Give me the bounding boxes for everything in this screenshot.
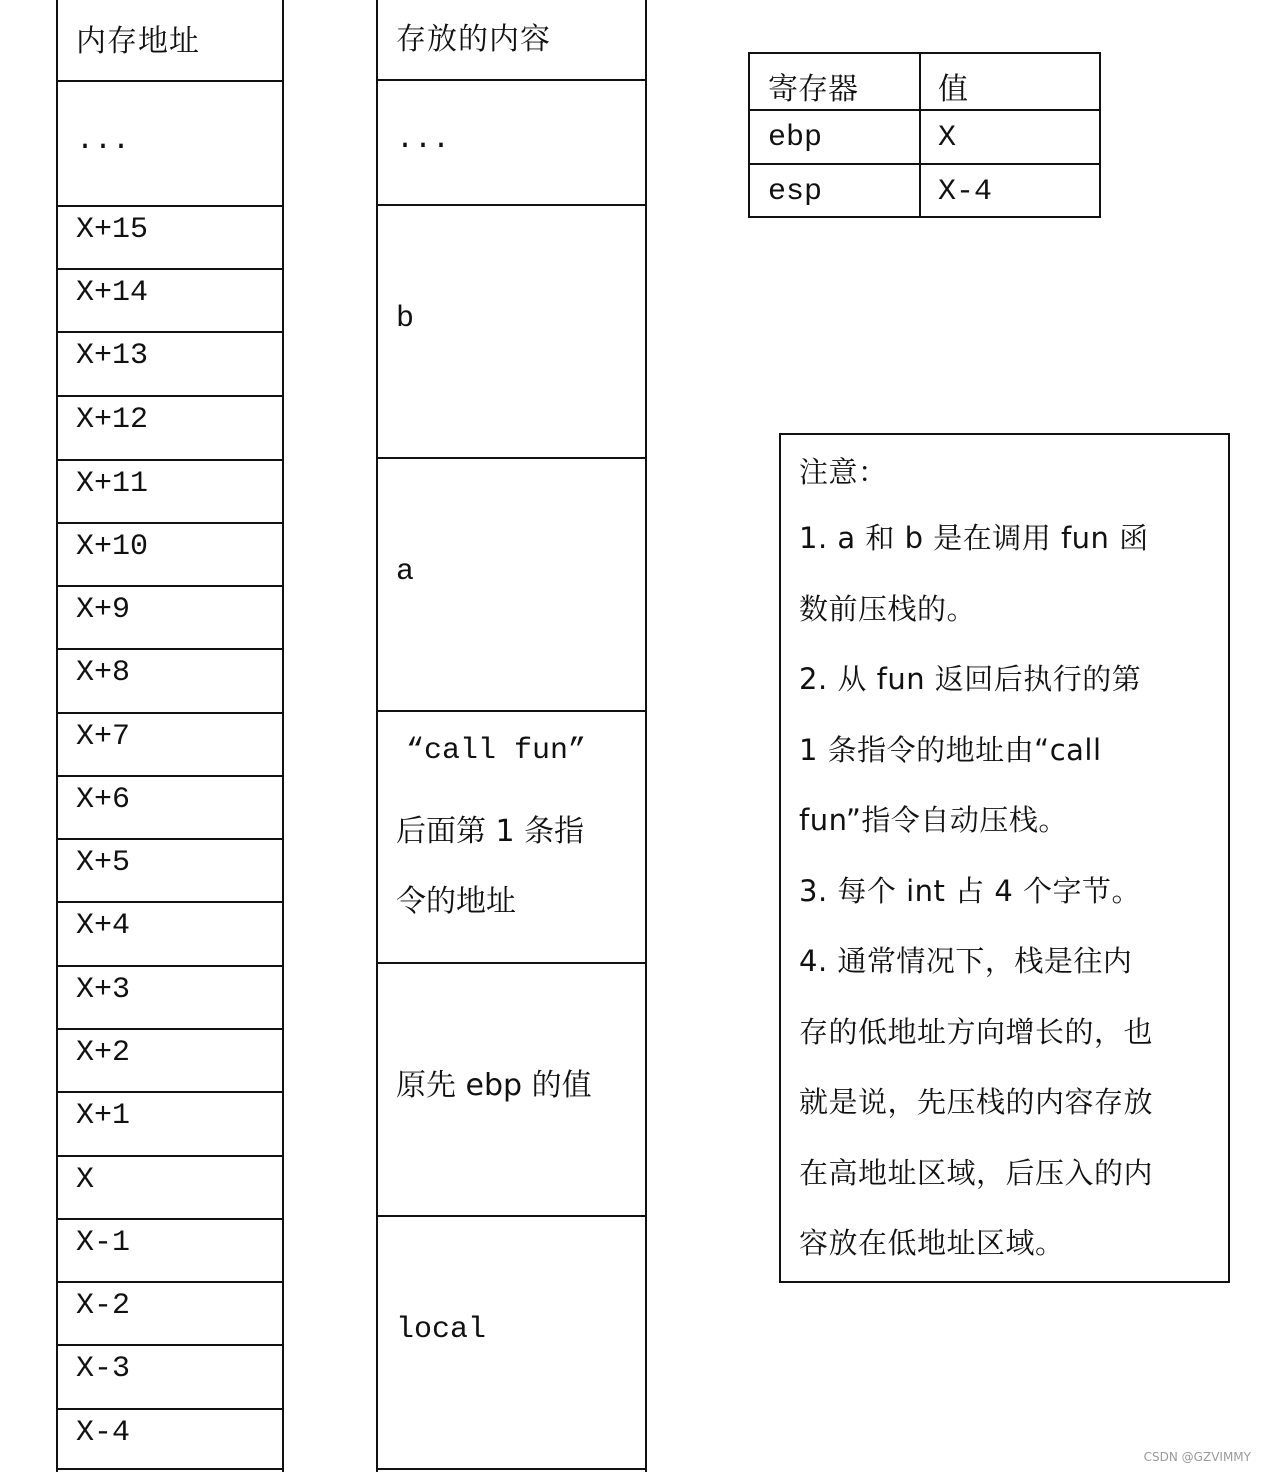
address-label: X+4 — [76, 909, 131, 943]
address-label: X+12 — [76, 403, 149, 437]
address-cell — [58, 650, 282, 714]
address-cell — [58, 461, 282, 524]
address-label: X+13 — [76, 339, 149, 373]
content-column — [376, 0, 647, 1472]
register-header: 寄存器 — [768, 72, 858, 107]
address-header-cell — [58, 0, 282, 82]
address-cell — [58, 587, 282, 650]
register-row — [750, 165, 1099, 217]
address-cell — [58, 207, 282, 270]
address-label: X+7 — [76, 720, 131, 754]
address-label: X+3 — [76, 973, 131, 1007]
notes-line: 在高地址区域，后压入的内 — [799, 1155, 1154, 1190]
address-cell — [58, 397, 282, 461]
address-header: 内存地址 — [76, 24, 200, 59]
address-cell — [58, 1093, 282, 1157]
content-cell-old-ebp — [378, 964, 645, 1217]
address-cell — [58, 1030, 282, 1093]
address-cell — [58, 1220, 282, 1283]
address-cell — [58, 1283, 282, 1346]
watermark: CSDN @GZVIMMY — [1143, 1450, 1251, 1464]
content-text: 令的地址 — [396, 884, 516, 919]
address-cell — [58, 333, 282, 397]
content-text: 后面第 1 条指 — [396, 814, 585, 849]
content-text: b — [396, 302, 415, 336]
address-label: X+10 — [76, 530, 149, 564]
content-text: local — [396, 1313, 487, 1347]
address-column — [56, 0, 284, 1472]
content-text: “call fun” — [406, 734, 587, 768]
register-row — [750, 111, 1099, 163]
address-cell — [58, 524, 282, 587]
address-label: X+15 — [76, 213, 149, 247]
content-header: 存放的内容 — [396, 22, 551, 57]
register-value: X-4 — [938, 175, 993, 209]
notes-line: 就是说，先压栈的内容存放 — [799, 1085, 1154, 1119]
address-label: X — [76, 1163, 95, 1197]
address-label: X+9 — [76, 593, 131, 627]
address-label: X-3 — [76, 1352, 131, 1386]
notes-line: 1 条指令的地址由“call — [799, 732, 1102, 767]
register-table — [748, 52, 1101, 218]
notes-line: 容放在低地址区域。 — [799, 1226, 1065, 1260]
address-cell — [58, 840, 282, 903]
notes-title: 注意： — [799, 455, 888, 489]
notes-line: fun”指令自动压栈。 — [799, 803, 1068, 837]
address-cell — [58, 903, 282, 967]
content-cell — [378, 81, 645, 206]
address-cell — [58, 1157, 282, 1220]
notes-line: 3. 每个 int 占 4 个字节。 — [799, 873, 1142, 908]
address-cell — [58, 1410, 282, 1470]
address-label: X-4 — [76, 1416, 131, 1450]
address-label: X+2 — [76, 1036, 131, 1070]
content-header-cell — [378, 0, 645, 81]
notes-line: 4. 通常情况下，栈是往内 — [799, 944, 1133, 978]
address-label: X+14 — [76, 276, 149, 310]
notes-line: 2. 从 fun 返回后执行的第 — [799, 662, 1142, 696]
value-header: 值 — [938, 72, 968, 107]
content-cell-b — [378, 206, 645, 459]
content-text: ... — [396, 123, 451, 157]
notes-line: 1. a 和 b 是在调用 fun 函 — [799, 521, 1149, 555]
address-cell — [58, 270, 282, 333]
address-cell — [58, 82, 282, 207]
register-table-header — [750, 54, 1099, 109]
address-label: X+5 — [76, 846, 131, 880]
address-label: X+1 — [76, 1099, 131, 1133]
address-cell — [58, 777, 282, 840]
register-name: esp — [768, 175, 823, 209]
address-cell — [58, 967, 282, 1030]
register-value: X — [938, 121, 957, 155]
notes-box — [779, 433, 1230, 1283]
address-label: X+8 — [76, 656, 131, 690]
address-label: X-2 — [76, 1289, 131, 1323]
content-text: a — [396, 555, 415, 589]
address-label: X+6 — [76, 783, 131, 817]
content-cell-return-address — [378, 712, 645, 964]
register-name: ebp — [768, 121, 823, 155]
notes-line: 数前压栈的。 — [799, 591, 977, 626]
address-cell — [58, 1346, 282, 1410]
address-label: ... — [76, 124, 131, 158]
notes-line: 存的低地址方向增长的，也 — [799, 1014, 1154, 1049]
address-label: X-1 — [76, 1226, 131, 1260]
address-label: X+11 — [76, 467, 149, 501]
address-cell — [58, 714, 282, 777]
content-text: 原先 ebp 的值 — [396, 1068, 592, 1103]
content-cell-a — [378, 459, 645, 712]
content-cell-local — [378, 1217, 645, 1470]
